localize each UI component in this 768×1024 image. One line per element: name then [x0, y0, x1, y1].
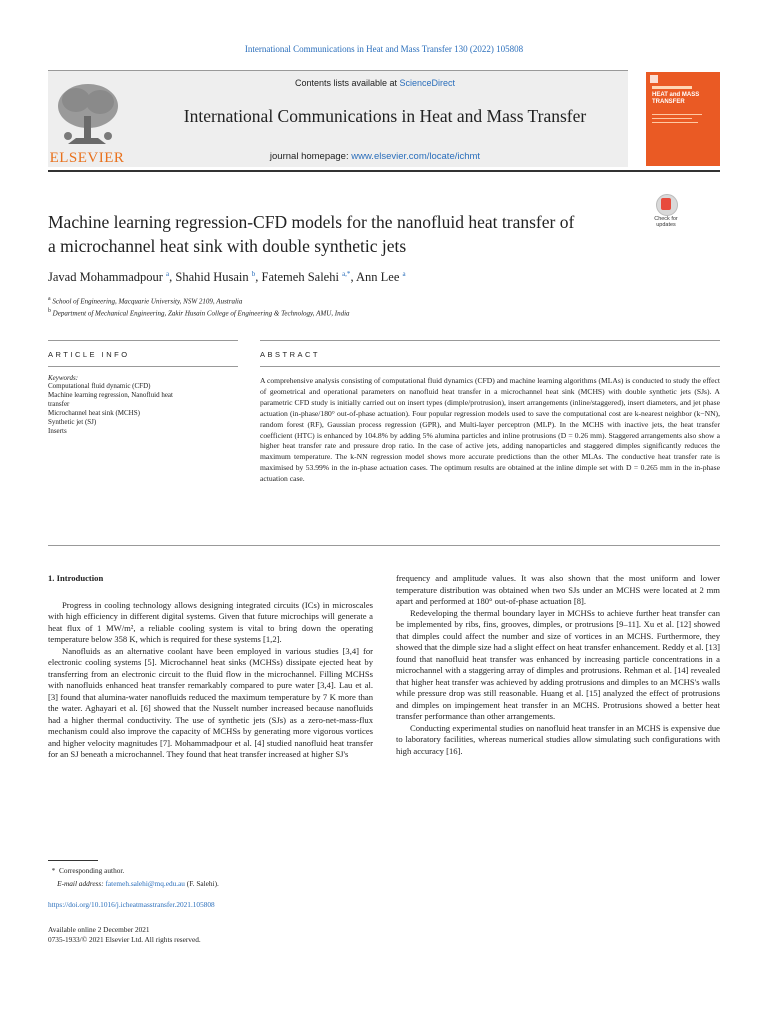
right-column	[396, 573, 720, 757]
article-info-rule	[48, 340, 238, 341]
corresponding-label: Corresponding author.	[58, 866, 125, 875]
author-list: Javad Mohammadpour $^a$, Shahid Husain $^b$, Fatemeh Salehi $^{a,*}$, Ann Lee $^a$	[48, 270, 406, 285]
affiliation-text: School of Engineering, Macquarie University, NSW 2109, Australia	[52, 297, 243, 306]
article-info-heading: ARTICLE INFO	[48, 350, 130, 359]
copyright-line: 0735-1933/© 2021 Elsevier Ltd. All rights reserved.	[48, 935, 201, 944]
abstract-rule	[260, 366, 720, 367]
body-paragraph: Conducting experimental studies on nanofluid heat transfer in an MCHS is expensive due to laboratory facilities, whereas numerical studies allow simulating such configurations with high accuracy [16].	[396, 722, 720, 756]
abstract-body	[260, 376, 720, 485]
author-affiliation-marker[interactable]: a,*	[342, 270, 351, 278]
email-note	[48, 879, 219, 888]
paper-title	[48, 210, 638, 258]
author-name[interactable]: Fatemeh Salehi	[261, 270, 339, 285]
check-updates-label: Check for updates	[654, 216, 678, 228]
body-paragraph: Nanofluids as an alternative coolant have been employed in various studies [3,4] for electronic cooling systems [5]. Microchannel heat sinks (MCHSs) dissipate ejected heat by transferring from an electronic circuit to the fluid flow in the microchannel. Filling MCHSs with nanofluids enhanced heat transfer remarkably compared to pure water [3,4]. Lau et al. [3] found that alumina-water nanofluids reduced the maximum temperature by 7 K more than the water. Aghayari et al. [6] showed that the Nusselt number increased because nanofluids had a higher thermal conductivity. The use of synthetic jets (SJs) as a zero-net-mass-flux mechanism could also improve the capacity of MCHSs by generating more vigorous vortices and higher velocity magnitudes [7]. Mohammadpour et al. [4] studied nanofluid heat transfer for an SJ beneath a microchannel. They found that heat transfer increased at higher SJ's	[48, 645, 373, 759]
keyword: Microchannel heat sink (MCHS)	[48, 409, 140, 417]
doi-link[interactable]: https://doi.org/10.1016/j.icheatmasstransfer.2021.105808	[48, 900, 215, 909]
asterisk-marker: *	[48, 866, 59, 875]
publication-dates	[48, 925, 201, 945]
journal-cover-thumbnail[interactable]	[646, 72, 720, 166]
cover-line	[652, 114, 702, 115]
email-link[interactable]: fatemeh.salehi@mq.edu.au	[105, 879, 185, 888]
cover-line	[652, 122, 698, 123]
abstract-paragraph: A comprehensive analysis consisting of computational fluid dynamics (CFD) and machine learning algorithms (MLAs) is conducted to study the effect of geometrical and operational parameters on nanofluid heat transfer in a microchannel heat sink (MCHS) with double synthetic jets (SJs). A parametric CFD study is initially carried out on insert types (dimple/protrusion), insert arrangements (inline/staggered), insert diameters, and jet phase actuation (in-phase/180° out-of-phase actuation). Four popular regression models used to save the computational cost are k-nearest neighbor (k−NN), random forest (RF), Gaussian process regression (GPR), and Multi-layer perceptron (MLP). In the MCHS with inactive jets, the heat transfer coefficient (HTC) is enhanced by 104.8% by adding 5% alumina particles and inline protrusions (D = 0.26 mm). Staggered arrangements also show a higher heat transfer rate and pressure drop ratio. In the case of active jets, adding nanoparticles and staggered dimples significantly reduces the maximum temperature. The k-NN regression model shows more accurate predictions than the other MLAs. The conductive heat transfer rate is maximised by 53.99% in the in-phase actuation cases. The optimum results are obtained at the inline dimple set with D = 0.265 mm in the in-phase actuation case.	[260, 376, 720, 484]
keyword: Computational fluid dynamic (CFD)	[48, 382, 151, 390]
sciencedirect-link[interactable]: ScienceDirect	[399, 78, 456, 88]
bookmark-icon	[661, 198, 671, 210]
email-label: E-mail address:	[57, 879, 104, 888]
footnote-divider	[48, 860, 98, 861]
author-affiliation-marker[interactable]: a	[402, 270, 406, 278]
author-affiliation-marker[interactable]: a	[166, 270, 170, 278]
contents-available	[150, 78, 600, 88]
section-heading: 1. Introduction	[48, 573, 104, 583]
cover-bar	[652, 86, 692, 89]
author-name[interactable]: Ann Lee	[356, 270, 400, 285]
author-name[interactable]: Shahid Husain	[175, 270, 249, 285]
affiliation-text: Department of Mechanical Engineering, Zakir Husain College of Engineering & Technology, AMU, India	[52, 309, 350, 318]
contents-prefix: Contents lists available at	[294, 78, 400, 88]
available-online: Available online 2 December 2021	[48, 925, 150, 934]
author-name[interactable]: Javad Mohammadpour	[48, 270, 163, 285]
body-paragraph: Progress in cooling technology allows designing integrated circuits (ICs) in microscales with high efficiency in different digital systems. Given that future microchips will generate a heat flux of 1 MW/m², a reliable cooling system is vital to bring down the operating temperature below 358 K, which is required for these systems [1,2].	[48, 599, 373, 644]
keywords-block	[48, 374, 238, 436]
title-line: a microchannel heat sink with double synthetic jets	[48, 236, 407, 256]
corresponding-author-note	[48, 866, 124, 875]
cover-logo-icon	[650, 75, 658, 83]
homepage-prefix: journal homepage:	[269, 151, 352, 162]
title-line: Machine learning regression-CFD models for the nanofluid heat transfer of	[48, 212, 575, 232]
affiliation	[48, 296, 242, 305]
cover-title: HEAT and MASS TRANSFER	[652, 92, 700, 105]
body-paragraph: Redeveloping the thermal boundary layer in MCHSs to achieve further heat transfer can be implemented by ribs, fins, grooves, dimples, or protrusions [9–11]. Xu et al. [12] showed that dimples could affect the number and size of vortices in an MCHS. Furthermore, they showed that the dimple size had a slight effect on heat transfer enhancement. Reddy et al. [13] found that nanofluid heat transfer was enhanced by increasing particle concentrations in a microchannel with a staggering array of dimples and protrusions. Rehman et al. [14] revealed that higher heat transfer was achieved by adding protrusions and dimples to an MCHS's walls while pressure drop was still reasonable. Huang et al. [15] analyzed the effect of protrusions and dimples on impingement heat transfer in an MCHS. Protrusions showed a better heat transfer performance than other arrangements.	[396, 607, 720, 721]
keywords-label: Keywords:	[48, 374, 79, 382]
article-info-rule	[48, 366, 238, 367]
email-suffix: (F. Salehi).	[186, 879, 219, 888]
publisher-wordmark: ELSEVIER	[49, 150, 125, 166]
abstract-bottom-rule	[48, 545, 720, 546]
affiliation-marker: b	[48, 308, 51, 314]
abstract-heading: ABSTRACT	[260, 350, 321, 359]
affiliation-marker: a	[48, 296, 51, 302]
keyword: Synthetic jet (SJ)	[48, 418, 97, 426]
keyword: transfer	[48, 400, 70, 408]
cover-line	[652, 118, 692, 119]
body-paragraph: frequency and amplitude values. It was also shown that the most uniform and lower temperature distribution was obtained when two SJs under an MCHS were located at 2 mm apart and performed at 180° out-of-phase actuation [8].	[396, 573, 720, 606]
header-divider	[48, 170, 720, 172]
keyword: Inserts	[48, 427, 67, 435]
author-affiliation-marker[interactable]: b	[251, 270, 256, 278]
left-column	[48, 573, 373, 761]
journal-homepage	[150, 151, 600, 162]
keyword: Machine learning regression, Nanofluid heat	[48, 391, 173, 399]
abstract-rule	[260, 340, 720, 341]
journal-citation-link[interactable]: International Communications in Heat and Mass Transfer 130 (2022) 105808	[244, 44, 524, 54]
journal-title: International Communications in Heat and Mass Transfer	[183, 106, 587, 126]
affiliation	[48, 308, 350, 317]
homepage-link[interactable]: www.elsevier.com/locate/ichmt	[351, 151, 481, 162]
check-for-updates-button[interactable]	[648, 194, 684, 234]
